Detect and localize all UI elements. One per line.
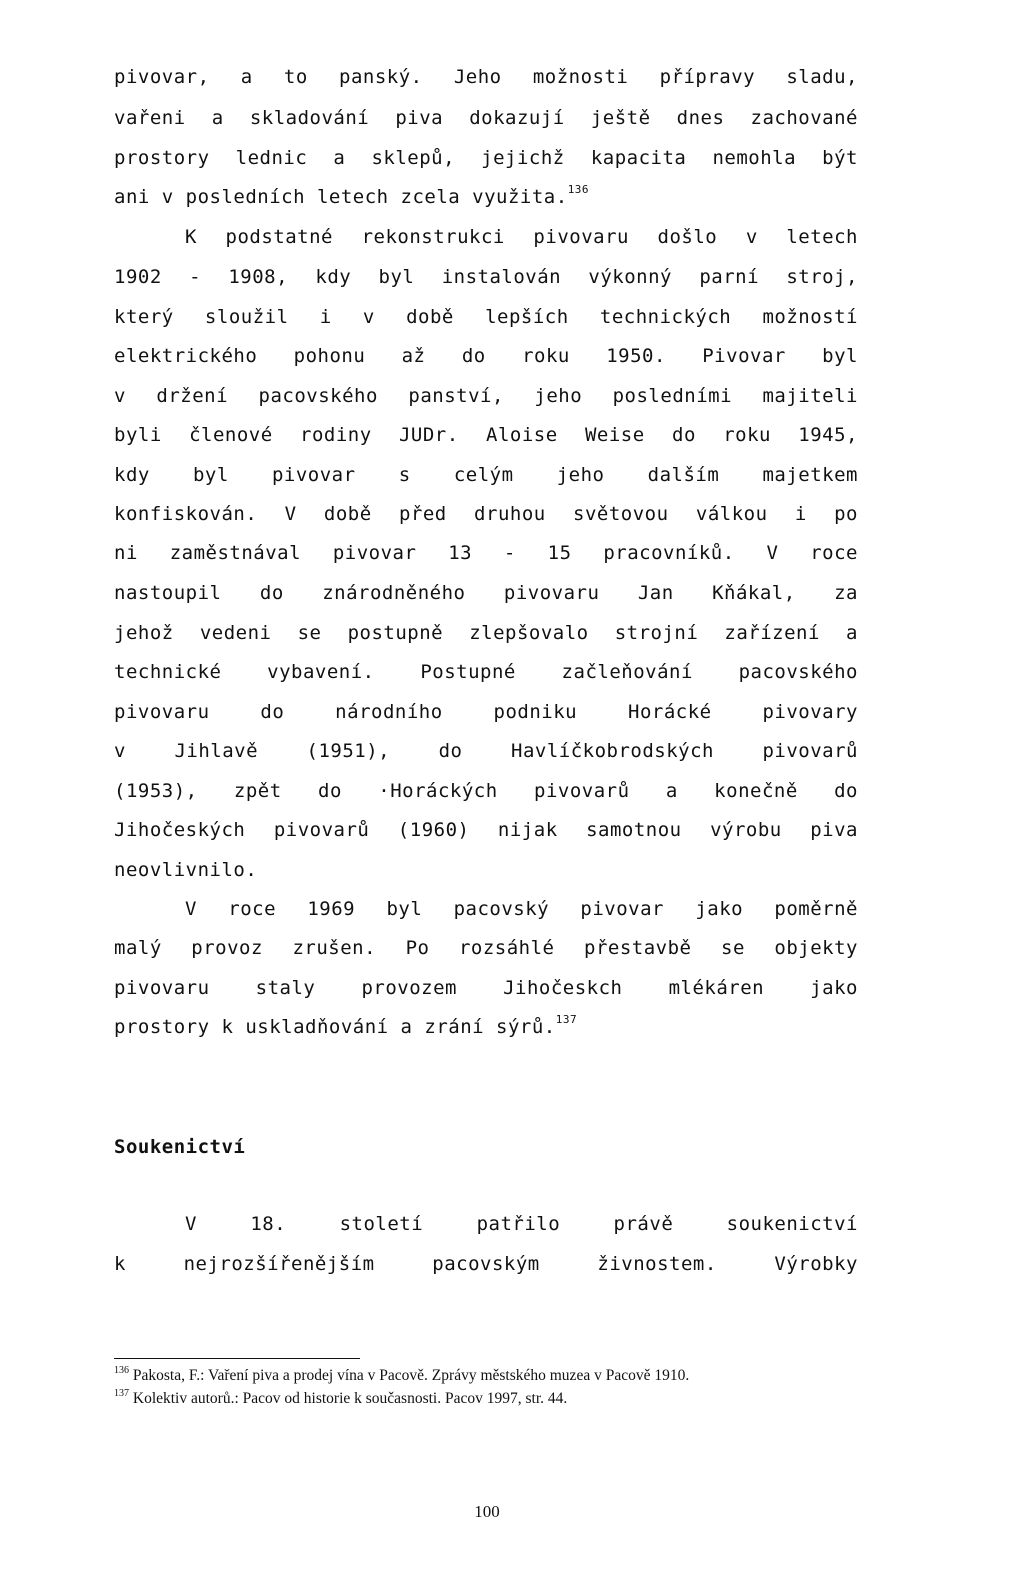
footnote-text: Kolektiv autorů.: Pacov od historie k současnosti. Pacov 1997, str. 44. (132, 1390, 568, 1407)
body-line: k nejrozšířenějším pacovským živnostem. Výrobky (114, 1253, 858, 1275)
body-line: prostory lednic a sklepů, jejichž kapacita nemohla být (114, 147, 858, 169)
body-line: elektrického pohonu až do roku 1950. Pivovar byl (114, 345, 858, 367)
body-line: byli členové rodiny JUDr. Aloise Weise do roku 1945, (114, 424, 858, 446)
body-line: který sloužil i v době lepších technických možností (114, 306, 858, 328)
body-line: 1902 - 1908, kdy byl instalován výkonný parní stroj, (114, 266, 858, 288)
body-line: neovlivnilo. (114, 859, 258, 881)
body-line: technické vybavení. Postupné začleňování pacovského (114, 661, 858, 683)
footnote-ref: 136 (567, 183, 590, 196)
body-line: pivovaru do národního podniku Horácké pivovary (114, 701, 858, 723)
footnote-number: 137 (114, 1388, 129, 1399)
body-line: vařeni a skladování piva dokazují ještě dnes zachované (114, 107, 858, 129)
body-line: malý provoz zrušen. Po rozsáhlé přestavbě se objekty (114, 937, 858, 959)
body-line (114, 1013, 858, 1038)
body-line: K podstatné rekonstrukci pivovaru došlo v letech (185, 226, 858, 248)
body-line: pivovar, a to panský. Jeho možnosti přípravy sladu, (114, 66, 858, 88)
body-line: ni zaměstnával pivovar 13 - 15 pracovníků. V roce (114, 542, 858, 564)
body-line: v držení pacovského panství, jeho posledními majiteli (114, 385, 858, 407)
body-line (114, 183, 858, 208)
body-line-text: prostory k uskladňování a zrání sýrů. (114, 1016, 556, 1038)
footnote-divider (114, 1358, 360, 1359)
footnote (114, 1367, 689, 1385)
body-line-text: ani v posledních letech zcela využita. (114, 186, 568, 208)
footnote (114, 1390, 567, 1408)
body-line: pivovaru staly provozem Jihočeskch mlékáren jako (114, 977, 858, 999)
body-line: jehož vedeni se postupně zlepšovalo strojní zařízení a (114, 622, 858, 644)
footnote-text: Pakosta, F.: Vaření piva a prodej vína v Pacově. Zprávy městského muzea v Pacově 1910. (132, 1367, 690, 1384)
section-heading: Soukenictví (114, 1136, 246, 1158)
body-line: Jihočeských pivovarů (1960) nijak samotnou výrobu piva (114, 819, 858, 841)
body-line: v Jihlavě (1951), do Havlíčkobrodských pivovarů (114, 740, 858, 762)
footnote-number: 136 (114, 1365, 129, 1376)
body-line: nastoupil do znárodněného pivovaru Jan Kňákal, za (114, 582, 858, 604)
body-line: kdy byl pivovar s celým jeho dalším majetkem (114, 464, 858, 486)
footnote-ref: 137 (555, 1013, 578, 1026)
page-number: 100 (474, 1502, 500, 1521)
body-line: V roce 1969 byl pacovský pivovar jako poměrně (185, 898, 858, 920)
body-line: (1953), zpět do ·Horáckých pivovarů a konečně do (114, 780, 858, 802)
body-line: konfiskován. V době před druhou světovou válkou i po (114, 503, 858, 525)
body-line: V 18. století patřilo právě soukenictví (185, 1213, 858, 1235)
